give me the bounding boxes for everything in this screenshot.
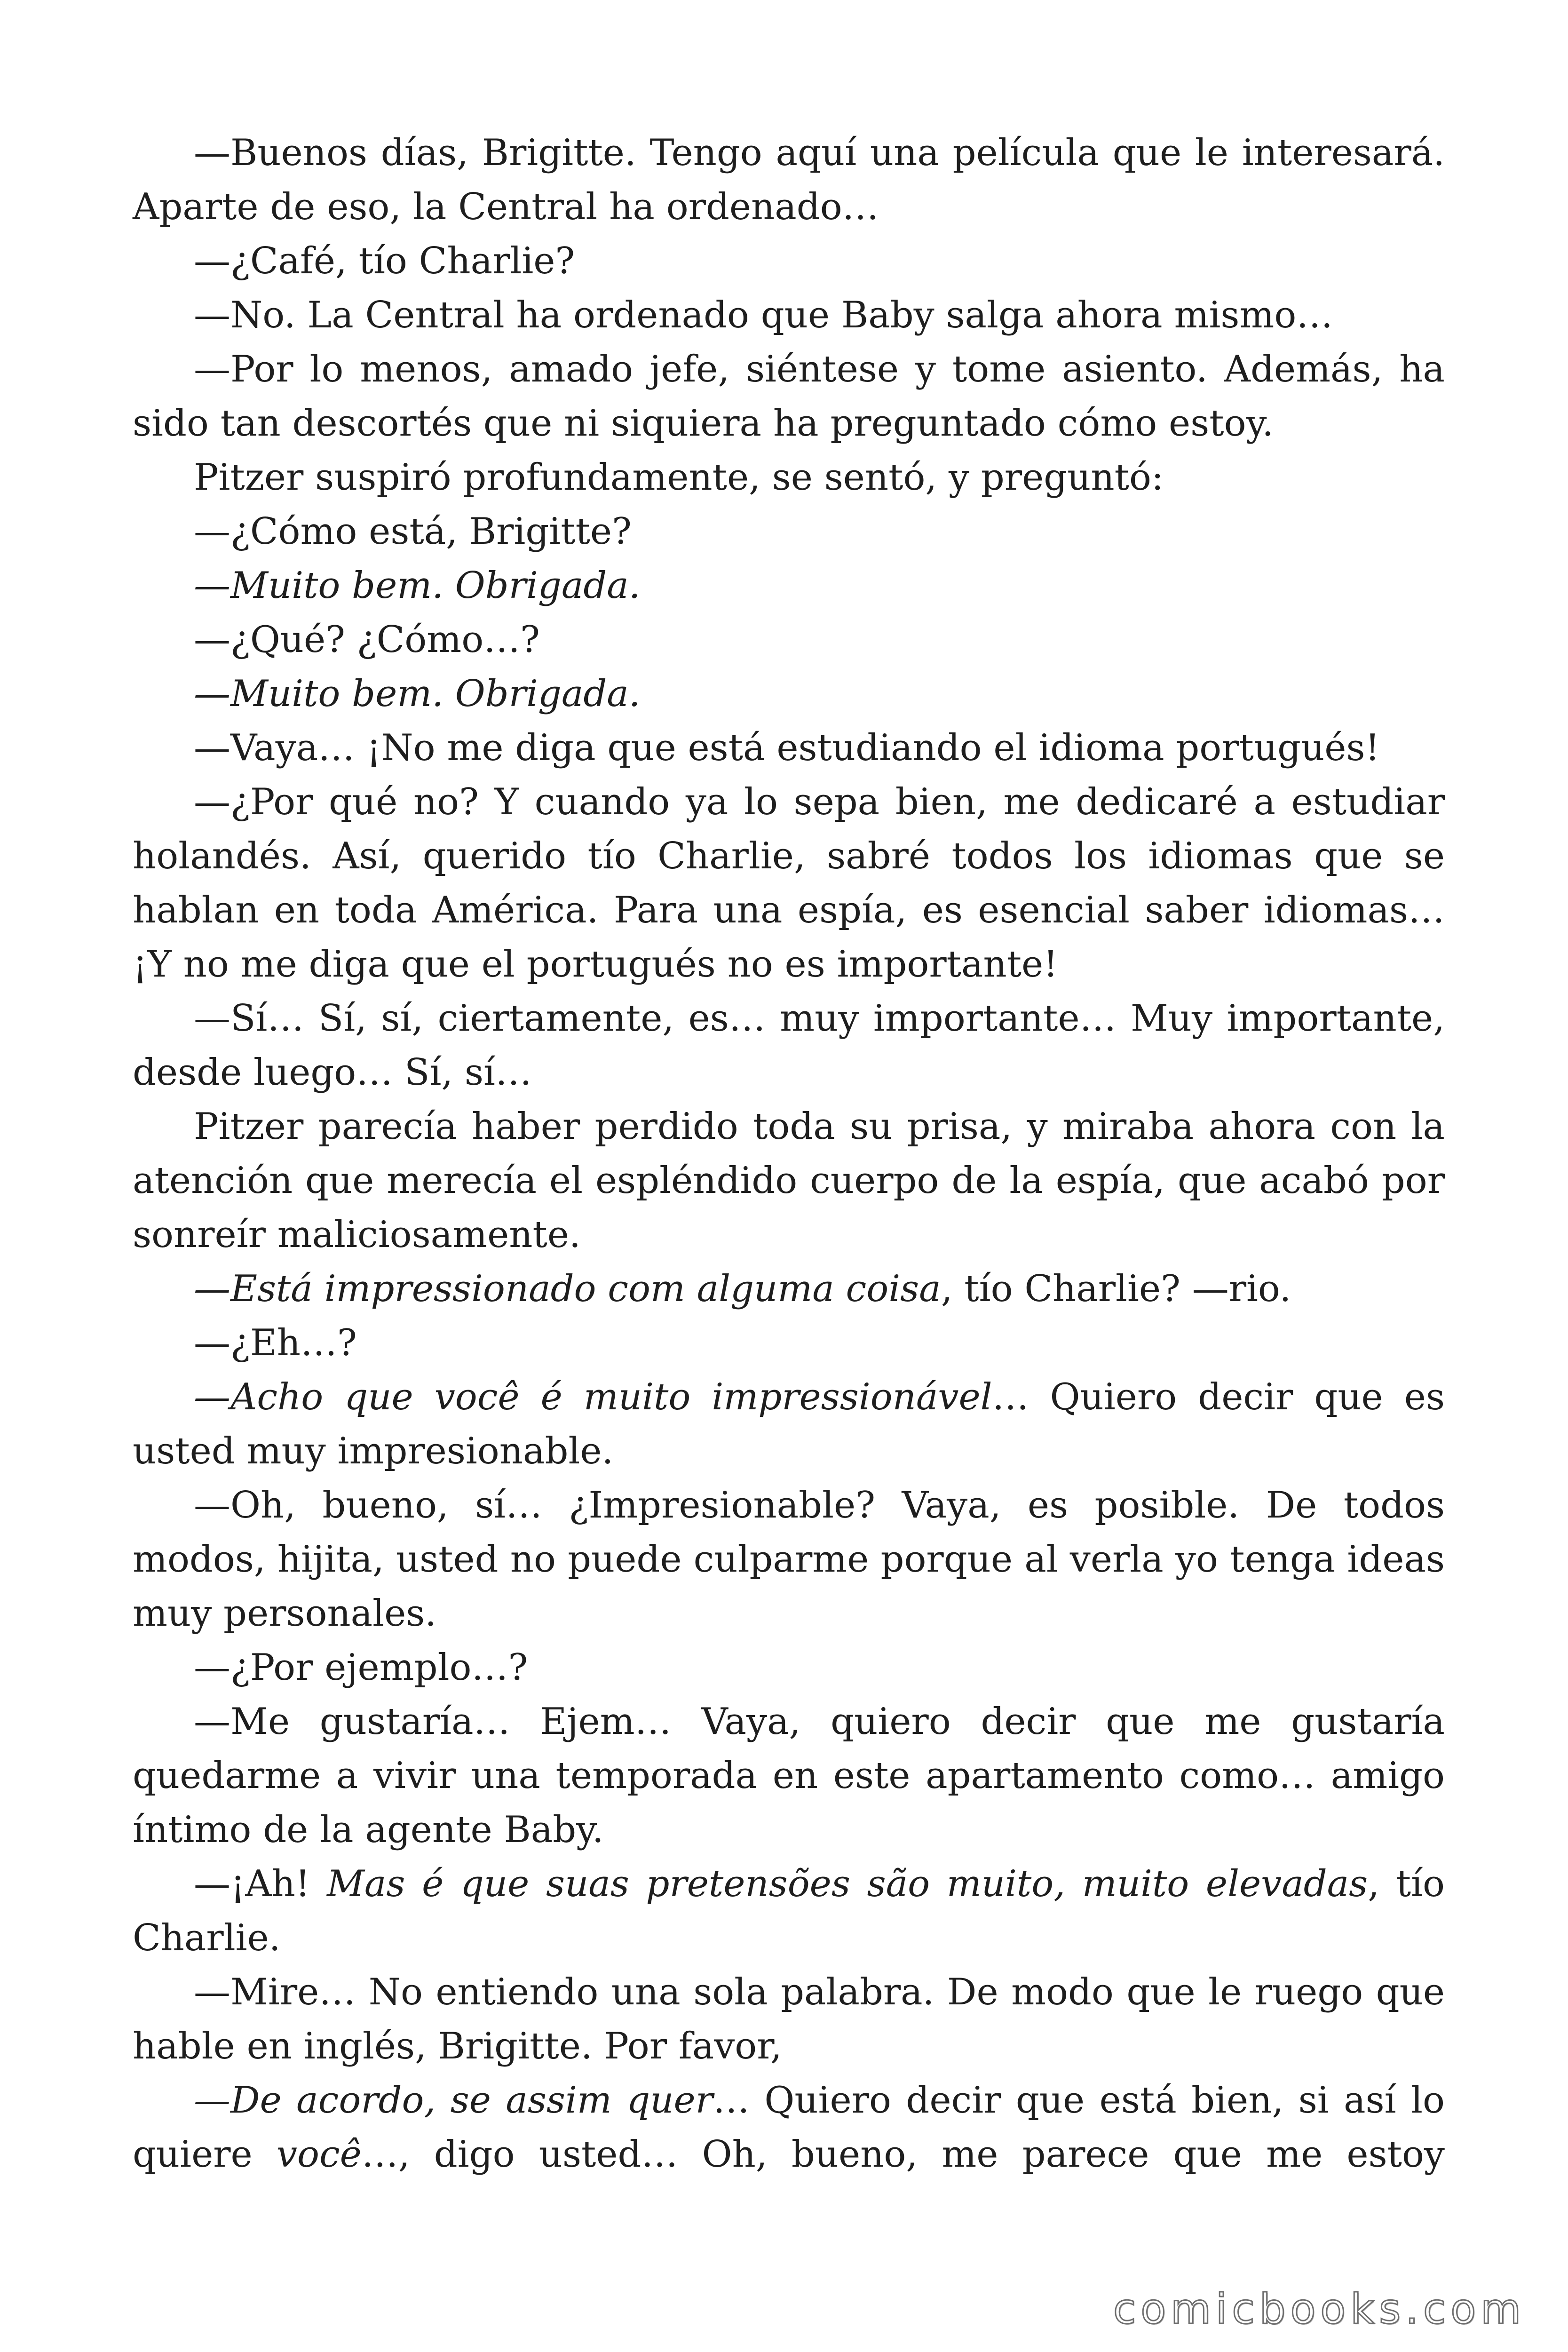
text-segment: —¿Por ejemplo…? <box>194 1646 528 1689</box>
paragraph <box>133 667 1445 721</box>
watermark: comicbooks.com <box>1113 2285 1526 2333</box>
paragraph <box>133 721 1445 775</box>
text-segment: —Me gustaría… Ejem… Vaya, quiero decir que me gustaría quedarme a vivir una temporada en este apartamento como… amigo íntimo de la agente Baby. <box>133 1700 1445 1851</box>
paragraph <box>133 451 1445 505</box>
paragraph <box>133 342 1445 451</box>
text-segment: …, digo usted… Oh, bueno, me parece que me estoy <box>361 2133 1445 2176</box>
paragraph <box>133 775 1445 992</box>
text-segment: —¿Eh…? <box>194 1322 357 1364</box>
text-segment: —Por lo menos, amado jefe, siéntese y tome asiento. Además, ha sido tan descortés que ni siquiera ha preguntado cómo estoy. <box>133 348 1445 445</box>
book-page-text <box>133 126 1445 2182</box>
paragraph <box>133 1857 1445 1965</box>
paragraph <box>133 1641 1445 1695</box>
text-segment: —¡Ah! <box>194 1863 327 1905</box>
italic-text: —Está impressionado com alguma coisa <box>194 1268 941 1310</box>
text-segment: —¿Café, tío Charlie? <box>194 240 575 282</box>
paragraph <box>133 559 1445 613</box>
paragraph <box>133 1262 1445 1316</box>
paragraph <box>133 1695 1445 1857</box>
text-segment: … Quiero decir que está bien, si así lo quiere <box>133 2079 1445 2176</box>
paragraph <box>133 126 1445 234</box>
italic-text: —De acordo, se assim quer <box>194 2079 713 2122</box>
paragraph <box>133 2074 1445 2182</box>
text-segment: , tío Charlie. <box>133 1863 1445 1959</box>
paragraph <box>133 992 1445 1100</box>
paragraph <box>133 1965 1445 2074</box>
paragraph <box>133 1316 1445 1370</box>
paragraph <box>133 613 1445 667</box>
text-segment: —No. La Central ha ordenado que Baby salga ahora mismo… <box>194 294 1333 336</box>
paragraph <box>133 1370 1445 1478</box>
paragraph <box>133 1478 1445 1641</box>
text-segment: Pitzer parecía haber perdido toda su prisa, y miraba ahora con la atención que merecía el espléndido cuerpo de la espía, que acabó por sonreír maliciosamente. <box>133 1105 1445 1256</box>
text-segment: , tío Charlie? —rio. <box>941 1268 1291 1310</box>
text-segment: —¿Por qué no? Y cuando ya lo sepa bien, me dedicaré a estudiar holandés. Así, querido tío Charlie, sabré todos los idiomas que se hablan en toda América. Para una espía, es esencial saber idiomas… ¡Y no me diga que el portugués no es importante! <box>133 781 1445 985</box>
italic-text: Mas é que suas pretensões são muito, muito elevadas <box>326 1863 1368 1905</box>
text-segment: —¿Qué? ¿Cómo…? <box>194 619 540 661</box>
paragraph <box>133 234 1445 288</box>
italic-text: —Muito bem. Obrigada. <box>194 564 641 607</box>
text-segment: —Vaya… ¡No me diga que está estudiando el idioma portugués! <box>194 727 1380 769</box>
text-segment: … Quiero decir que es usted muy impresionable. <box>133 1376 1445 1472</box>
text-segment: —Sí… Sí, sí, ciertamente, es… muy importante… Muy importante, desde luego… Sí, sí… <box>133 997 1445 1094</box>
paragraph <box>133 1100 1445 1262</box>
paragraph <box>133 505 1445 559</box>
italic-text: —Muito bem. Obrigada. <box>194 673 641 715</box>
text-segment: —Mire… No entiendo una sola palabra. De modo que le ruego que hable en inglés, Brigitte. Por favor, <box>133 1971 1445 2067</box>
text-segment: —Oh, bueno, sí… ¿Impresionable? Vaya, es posible. De todos modos, hijita, usted no puede culparme porque al verla yo tenga ideas muy personales. <box>133 1484 1445 1635</box>
paragraph <box>133 288 1445 342</box>
italic-text: você <box>276 2133 362 2176</box>
text-segment: —¿Cómo está, Brigitte? <box>194 510 632 553</box>
text-segment: —Buenos días, Brigitte. Tengo aquí una película que le interesará. Aparte de eso, la Central ha ordenado… <box>133 132 1445 228</box>
text-segment: Pitzer suspiró profundamente, se sentó, y preguntó: <box>194 456 1164 499</box>
italic-text: —Acho que você é muito impressionável <box>194 1376 992 1418</box>
